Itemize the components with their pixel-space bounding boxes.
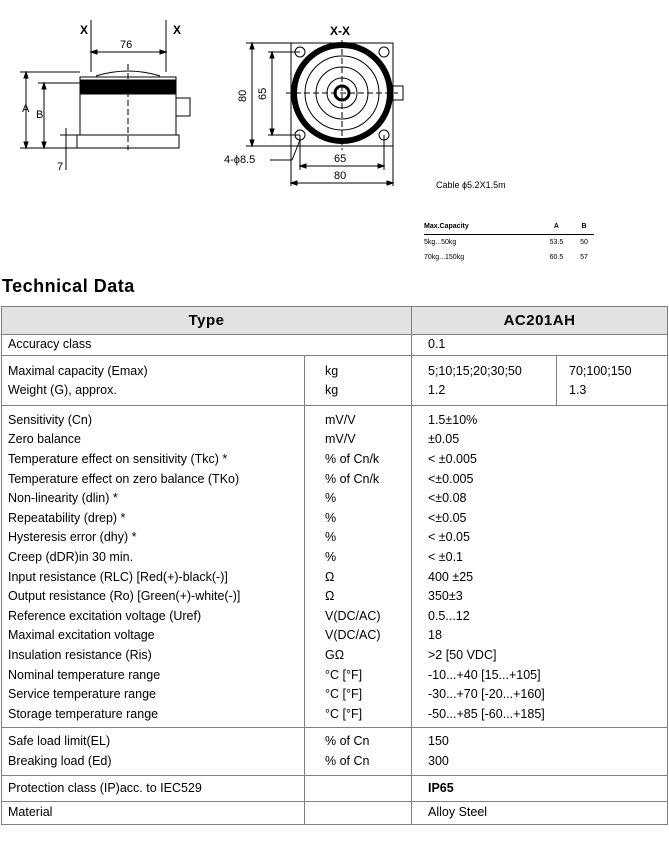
- spec-unit: °C [°F]: [325, 667, 363, 682]
- spec-label: Storage temperature range: [8, 706, 159, 721]
- spec-label: Reference excitation voltage (Uref): [8, 608, 202, 623]
- material-label: Material: [8, 805, 53, 820]
- spec-value: ±0.05: [428, 432, 460, 447]
- cable-spec: Cable ϕ5.2X1.5m: [436, 180, 506, 190]
- spec-unit: Ω: [325, 569, 335, 584]
- spec-row-load: [2, 728, 668, 776]
- spec-unit: % of Cn/k: [325, 451, 380, 466]
- spec-row-accuracy: [2, 335, 668, 356]
- spec-unit: % of Cn/k: [325, 471, 380, 486]
- spec-value: -10...+40 [15...+105]: [428, 667, 541, 682]
- spec-label: Sensitivity (Cn): [8, 412, 93, 427]
- capacity-row: [424, 250, 594, 265]
- protection-unit: [311, 776, 405, 796]
- spec-unit: %: [325, 530, 337, 545]
- spec-value: < ±0.05: [428, 530, 470, 545]
- accuracy-value: 0.1: [428, 337, 446, 351]
- spec-label: Service temperature range: [8, 687, 156, 702]
- spec-row-material: [2, 802, 668, 825]
- spec-value: <±0.08: [428, 491, 467, 506]
- spec-label: Insulation resistance (Ris): [8, 647, 152, 662]
- dim-80-vertical: 80: [237, 89, 249, 102]
- spec-label: Repeatability (drep) *: [8, 510, 126, 525]
- spec-value: -50...+85 [-60...+185]: [428, 706, 545, 721]
- spec-value: 18: [428, 628, 442, 643]
- spec-unit: Ω: [325, 589, 335, 604]
- spec-value: -30...+70 [-20...+160]: [428, 687, 545, 702]
- capacity-a: 60.5: [549, 254, 564, 261]
- accuracy-label: Accuracy class: [8, 337, 92, 351]
- weight-label: Weight (G), approx.: [8, 383, 117, 398]
- capacity-b: 57: [580, 254, 588, 261]
- capacity-header-capacity: Max.Capacity: [424, 219, 539, 235]
- capacity-table: [424, 219, 594, 265]
- holes-label: 4-ϕ8.5: [224, 154, 256, 166]
- capacity-unit: kg: [325, 363, 339, 378]
- safe-load-unit: % of Cn: [325, 734, 370, 749]
- spec-label: Temperature effect on sensitivity (Tkc) *: [8, 451, 228, 466]
- spec-value: <±0.005: [428, 471, 474, 486]
- spec-unit: %: [325, 510, 337, 525]
- capacity-range: 5kg...50kg: [424, 239, 457, 246]
- weight-value-a: 1.2: [428, 383, 446, 398]
- spec-unit: mV/V: [325, 412, 356, 427]
- capacity-b: 50: [580, 239, 588, 246]
- spec-value: 350±3: [428, 589, 463, 604]
- main-units: [305, 405, 412, 728]
- breaking-load-unit: % of Cn: [325, 753, 370, 768]
- spec-row-protection: [2, 776, 668, 802]
- spec-label: Maximal excitation voltage: [8, 628, 155, 643]
- capacity-values-a: 5;10;15;20;30;50: [428, 363, 522, 378]
- protection-label: Protection class (IP)acc. to IEC529: [8, 781, 202, 796]
- side-view: [20, 20, 190, 173]
- breaking-load-label: Breaking load (Ed): [8, 753, 112, 768]
- spec-unit: °C [°F]: [325, 706, 363, 721]
- spec-unit: V(DC/AC): [325, 608, 381, 623]
- spec-unit: mV/V: [325, 432, 356, 447]
- dim-65-vertical: 65: [257, 87, 269, 100]
- spec-label: Creep (dDR)in 30 min.: [8, 549, 134, 564]
- spec-label: Input resistance (RLC) [Red(+)-black(-)]: [8, 569, 228, 584]
- capacity-header-a: A: [539, 219, 574, 235]
- spec-label: Temperature effect on zero balance (TKo): [8, 471, 240, 486]
- spec-value: < ±0.1: [428, 549, 464, 564]
- spec-unit: %: [325, 491, 337, 506]
- section-mark-left: X: [80, 23, 89, 37]
- protection-value: IP65: [428, 781, 454, 796]
- top-view-title: X-X: [330, 24, 351, 38]
- base-dim: 7: [57, 161, 64, 173]
- weight-unit: kg: [325, 383, 339, 398]
- spec-row-capacity-weight: [2, 355, 668, 405]
- spec-header-type: Type: [2, 307, 412, 335]
- material-unit: [311, 802, 405, 822]
- safe-load-value: 150: [428, 734, 449, 749]
- spec-label: Zero balance: [8, 432, 81, 447]
- spec-row-main: [2, 405, 668, 728]
- capacity-header-b: B: [574, 219, 594, 235]
- top-view: [224, 24, 403, 186]
- spec-unit: GΩ: [325, 647, 345, 662]
- spec-value: <±0.05: [428, 510, 467, 525]
- material-value: Alloy Steel: [428, 805, 488, 820]
- spec-value: 400 ±25: [428, 569, 474, 584]
- spec-unit: %: [325, 549, 337, 564]
- safe-load-label: Safe load limit(EL): [8, 734, 111, 749]
- spec-label: Output resistance (Ro) [Green(+)-white(-)]: [8, 589, 241, 604]
- spec-label: Nominal temperature range: [8, 667, 161, 682]
- dim-80-horizontal: 80: [334, 170, 347, 182]
- spec-label: Hysteresis error (dhy) *: [8, 530, 137, 545]
- weight-value-b: 1.3: [569, 383, 587, 398]
- spec-label: Non-linearity (dlin) *: [8, 491, 118, 506]
- main-values: [412, 405, 668, 728]
- capacity-label: Maximal capacity (Emax): [8, 363, 148, 378]
- main-labels: [2, 405, 305, 728]
- section-mark-right: X: [173, 23, 182, 37]
- capacity-values-b: 70;100;150: [569, 363, 632, 378]
- dim-65-horizontal: 65: [334, 153, 347, 165]
- spec-value: < ±0.005: [428, 451, 477, 466]
- capacity-row: [424, 235, 594, 251]
- spec-unit: °C [°F]: [325, 687, 363, 702]
- width-dim: 76: [120, 39, 133, 51]
- spec-value: 1.5±10%: [428, 412, 478, 427]
- height-a: A: [22, 103, 30, 115]
- spec-header-model: AC201AH: [412, 307, 668, 335]
- height-b: B: [36, 109, 44, 121]
- spec-value: >2 [50 VDC]: [428, 647, 497, 662]
- spec-value: 0.5...12: [428, 608, 470, 623]
- capacity-table-header: [424, 219, 594, 235]
- technical-data-table: [1, 306, 668, 825]
- capacity-a: 53.5: [549, 239, 564, 246]
- capacity-range: 70kg...150kg: [424, 254, 465, 261]
- spec-header-row: [2, 307, 668, 335]
- spec-unit: V(DC/AC): [325, 628, 381, 643]
- section-title: Technical Data: [2, 276, 135, 296]
- breaking-load-value: 300: [428, 753, 449, 768]
